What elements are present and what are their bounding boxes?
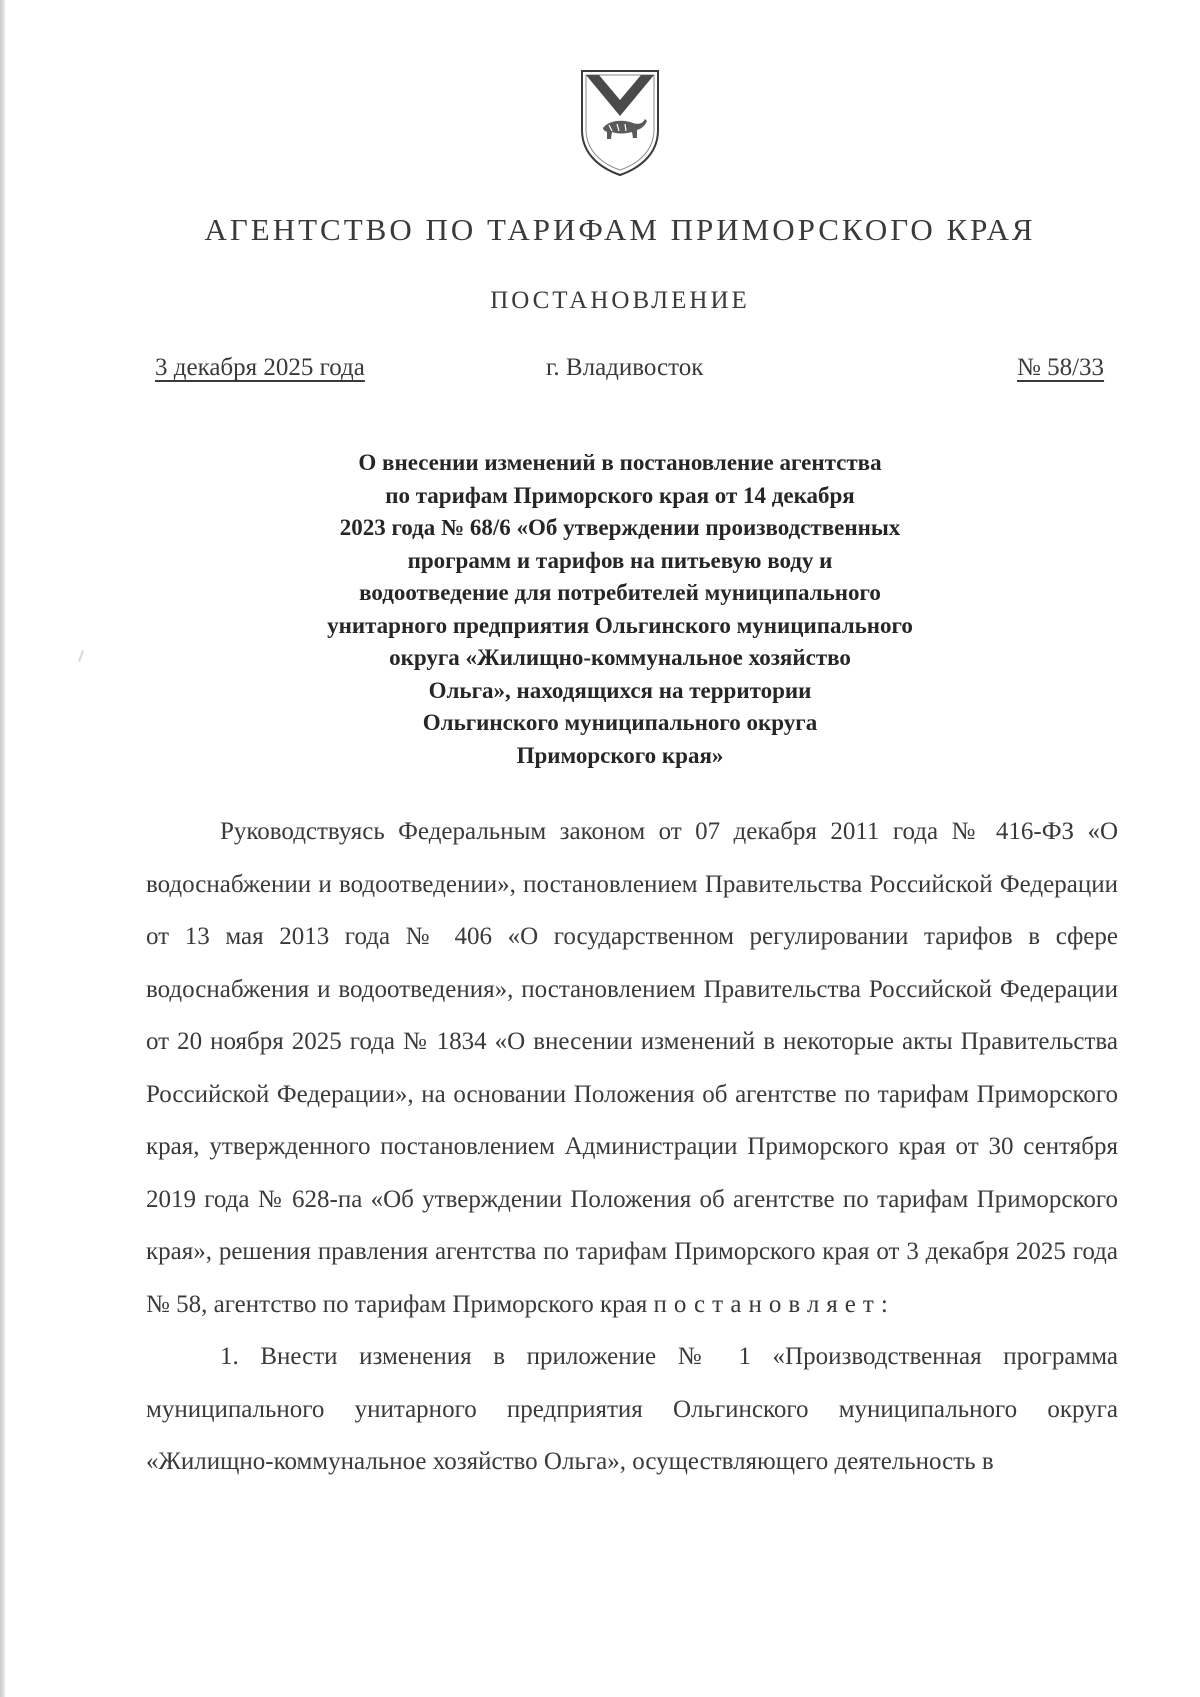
title-line: 2023 года № 68/6 «Об утверждении производственных: [339, 515, 901, 540]
title-line: программ и тарифов на питьевую воду и: [407, 547, 833, 573]
document-number: № 58/33: [1017, 354, 1105, 381]
title-line: Ольга», находящихся на территории: [428, 677, 812, 703]
item-1-paragraph: 1. Внести изменения в приложение № 1 «Производственная программа муниципального унитарного предприятия Ольгинского муниципального округа «Жилищно-коммунальное хозяйство Ольга», осуществляющего деятельность в: [146, 1343, 1118, 1475]
scan-smudge: [78, 650, 84, 662]
primorsky-krai-coat-of-arms-icon: [579, 68, 661, 178]
title-line: Приморского края»: [516, 742, 724, 768]
agency-name: АГЕНТСТВО ПО ТАРИФАМ ПРИМОРСКОГО КРАЯ: [204, 212, 1036, 247]
document-body: [146, 806, 1118, 1489]
preamble-text: Руководствуясь Федеральным законом от 07 декабря 2011 года № 416-ФЗ «О водоснабжении и водоотведении», постановлением Правительства Российской Федерации от 13 мая 2013 года № 406 «О государственном регулировании тарифов в сфере водоснабжения и водоотведения», постановлением Правительства Российской Федерации от 20 ноября 2025 года № 1834 «О внесении изменений в некоторые акты Правительства Российской Федерации», на основании Положения об агентстве по тарифам Приморского края, утвержденного постановлением Администрации Приморского края от 30 сентября 2019 года № 628-па «Об утверждении Положения об агентстве по тарифам Приморского края», решения правления агентства по тарифам Приморского края от 3 декабря 2025 года № 58, агентство по тарифам Приморского края: [146, 818, 1118, 1318]
decree-word: постановляет:: [653, 1290, 895, 1318]
title-line: водоотведение для потребителей муниципального: [359, 580, 881, 605]
document-title: [200, 447, 1040, 772]
title-line: по тарифам Приморского края от 14 декабря: [385, 482, 855, 508]
title-line: О внесении изменений в постановление агентства: [358, 450, 882, 475]
document-city: г. Владивосток: [546, 354, 704, 381]
title-line: унитарного предприятия Ольгинского муниципального: [327, 612, 913, 638]
preamble-paragraph: [146, 806, 1118, 1331]
title-line: Ольгинского муниципального округа: [422, 710, 818, 735]
scan-edge-shadow: [0, 0, 5, 1697]
document-type: ПОСТАНОВЛЕНИЕ: [490, 287, 750, 314]
title-line: округа «Жилищно-коммунальное хозяйство: [389, 645, 851, 670]
document-date: 3 декабря 2025 года: [155, 354, 365, 381]
